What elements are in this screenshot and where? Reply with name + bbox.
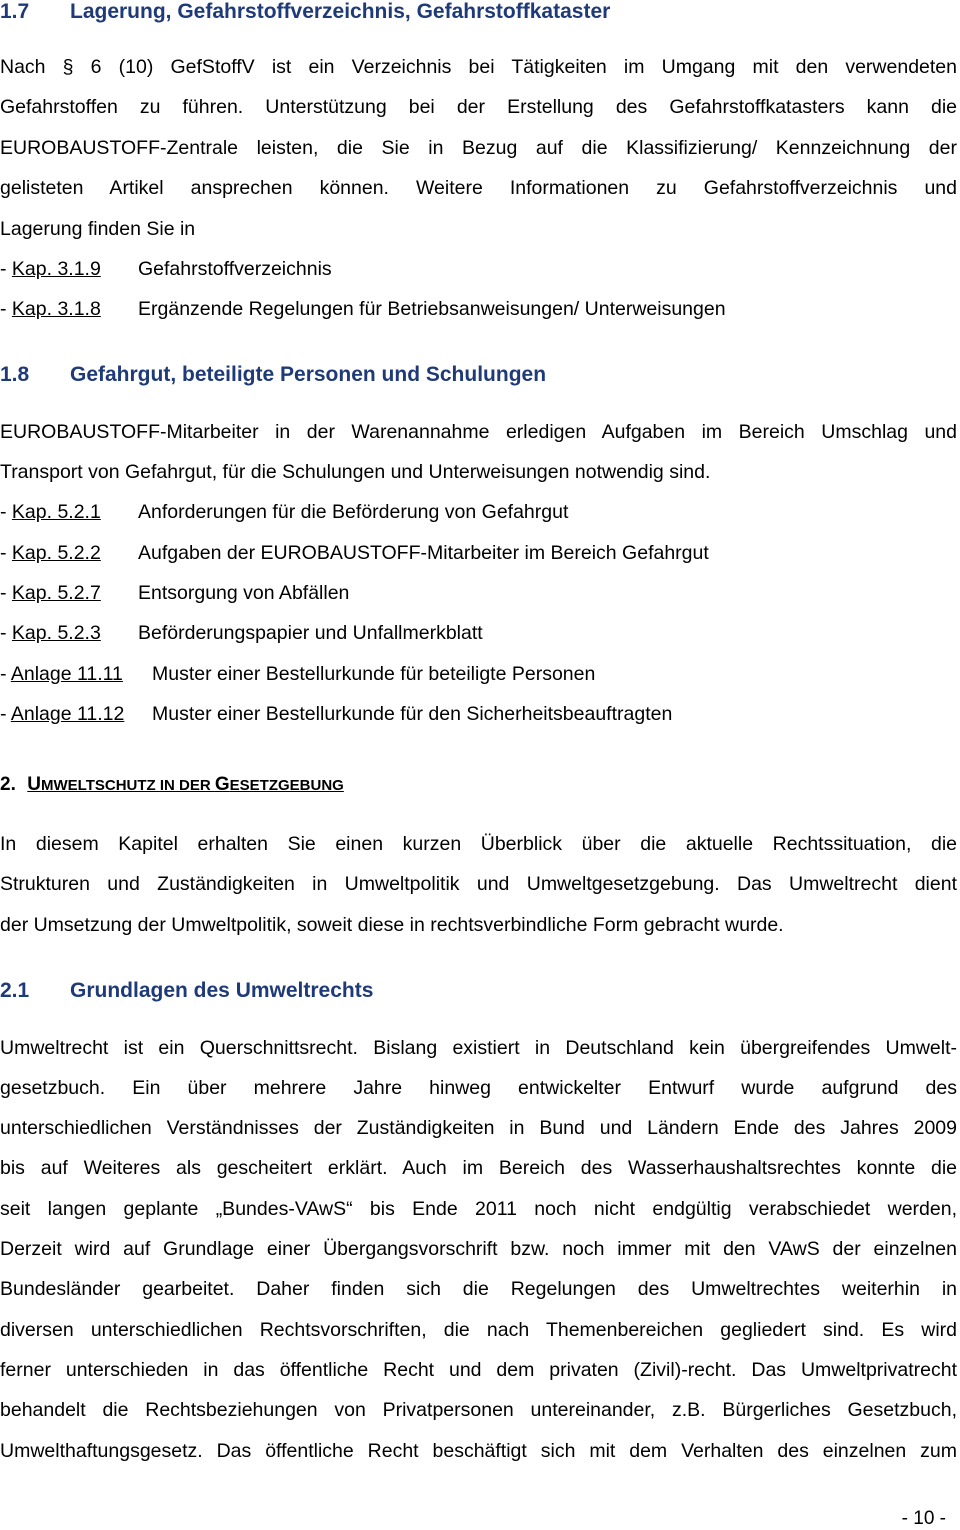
paragraph-line: seit langen geplante „Bundes-VAwS“ bis Ende 2011 noch nicht endgültig verabschiedet werden, xyxy=(0,1198,957,1220)
list-dash: - xyxy=(0,622,12,644)
section-title: Lagerung, Gefahrstoffverzeichnis, Gefahrstoffkataster xyxy=(70,0,611,23)
reference-description: Gefahrstoffverzeichnis xyxy=(138,258,332,280)
paragraph-line: diversen unterschiedlichen Rechtsvorschriften, die nach Themenbereichen gegliedert sind. Es wird xyxy=(0,1319,957,1341)
cross-reference-item xyxy=(0,500,569,524)
paragraph-line: gesetzbuch. Ein über mehrere Jahre hinweg entwickelter Entwurf wurde aufgrund des xyxy=(0,1077,957,1099)
paragraph-line: gelisteten Artikel ansprechen können. Weitere Informationen zu Gefahrstoffverzeichnis und xyxy=(0,177,957,199)
paragraph-line: behandelt die Rechtsbeziehungen von Privatpersonen untereinander, z.B. Bürgerliches Gesetzbuch, xyxy=(0,1399,957,1421)
chapter-link[interactable]: Kap. 3.1.8 xyxy=(11,298,101,320)
page-number: - 10 - xyxy=(901,1508,946,1529)
paragraph-line: Strukturen und Zuständigkeiten in Umweltpolitik und Umweltgesetzgebung. Das Umweltrecht dient xyxy=(0,873,957,895)
chapter-number: 2. xyxy=(0,774,16,795)
paragraph-line: ferner unterschieden in das öffentliche Recht und dem privaten (Zivil)-recht. Das Umweltprivatrecht xyxy=(0,1359,957,1381)
cross-reference-item xyxy=(0,662,596,686)
reference-description: Anforderungen für die Beförderung von Gefahrgut xyxy=(138,501,569,523)
cross-reference-item xyxy=(0,581,350,605)
list-dash: - xyxy=(0,582,12,604)
chapter-link[interactable]: Kap. 3.1.9 xyxy=(11,258,101,280)
paragraph-line: unterschiedlichen Verständnisses der Zuständigkeiten in Bund und Ländern Ende des Jahres 2009 xyxy=(0,1117,957,1139)
section-number: 1.8 xyxy=(0,363,30,386)
paragraph-line: Nach § 6 (10) GefStoffV ist ein Verzeichnis bei Tätigkeiten im Umgang mit den verwendeten xyxy=(0,56,957,78)
chapter-link[interactable]: Kap. 5.2.7 xyxy=(11,582,101,604)
cross-reference-item xyxy=(0,702,673,726)
section-title: Gefahrgut, beteiligte Personen und Schulungen xyxy=(70,363,547,386)
paragraph-line: EUROBAUSTOFF-Zentrale leisten, die Sie in Bezug auf die Klassifizierung/ Kennzeichnung der xyxy=(0,137,957,159)
cross-reference-item xyxy=(0,257,332,281)
list-dash: - xyxy=(0,542,12,564)
list-dash: - xyxy=(0,663,11,685)
reference-description: Ergänzende Regelungen für Betriebsanweisungen/ Unterweisungen xyxy=(138,298,726,320)
reference-description: Aufgaben der EUROBAUSTOFF-Mitarbeiter im Bereich Gefahrgut xyxy=(138,542,709,564)
reference-description: Entsorgung von Abfällen xyxy=(138,582,350,604)
chapter-title-rest: ESETZGEBUNG xyxy=(229,777,344,794)
paragraph-line: der Umsetzung der Umweltpolitik, soweit diese in rechtsverbindliche Form gebracht wurde. xyxy=(0,914,784,936)
paragraph-line: Umweltrecht ist ein Querschnittsrecht. Bislang existiert in Deutschland kein übergreifendes Umwelt- xyxy=(0,1037,957,1059)
paragraph-line: Bundesländer gearbeitet. Daher finden sich die Regelungen des Umweltrechtes weiterhin in xyxy=(0,1278,957,1300)
paragraph-line: Derzeit wird auf Grundlage einer Übergangsvorschrift bzw. noch immer mit den VAwS der einzelnen xyxy=(0,1238,957,1260)
list-dash: - xyxy=(0,258,12,280)
chapter-title xyxy=(27,773,344,795)
paragraph-line: Umwelthaftungsgesetz. Das öffentliche Recht beschäftigt sich mit dem Verhalten des einzelnen zum xyxy=(0,1440,957,1462)
paragraph-line: In diesem Kapitel erhalten Sie einen kurzen Überblick über die aktuelle Rechtssituation, die xyxy=(0,833,957,855)
chapter-link[interactable]: Kap. 5.2.3 xyxy=(11,622,101,644)
chapter-title-initial: U xyxy=(27,774,42,795)
reference-description: Muster einer Bestellurkunde für den Sicherheitsbeauftragten xyxy=(152,703,673,725)
paragraph-line: Gefahrstoffen zu führen. Unterstützung bei der Erstellung des Gefahrstoffkatasters kann die xyxy=(0,96,957,118)
appendix-link[interactable]: Anlage 11.11 xyxy=(10,663,123,685)
chapter-link[interactable]: Kap. 5.2.1 xyxy=(11,501,101,523)
chapter-link[interactable]: Kap. 5.2.2 xyxy=(11,542,101,564)
paragraph-line: Transport von Gefahrgut, für die Schulungen und Unterweisungen notwendig sind. xyxy=(0,461,711,483)
list-dash: - xyxy=(0,501,12,523)
list-dash: - xyxy=(0,703,11,725)
chapter-heading-2 xyxy=(0,773,344,796)
cross-reference-item xyxy=(0,297,726,321)
paragraph-line: Lagerung finden Sie in xyxy=(0,218,196,240)
section-number: 1.7 xyxy=(0,0,30,23)
section-title: Grundlagen des Umweltrechts xyxy=(70,979,374,1002)
reference-description: Beförderungspapier und Unfallmerkblatt xyxy=(138,622,483,644)
chapter-title-initial: G xyxy=(214,774,230,795)
appendix-link[interactable]: Anlage 11.12 xyxy=(10,703,125,725)
cross-reference-item xyxy=(0,541,709,565)
paragraph-line: EUROBAUSTOFF-Mitarbeiter in der Warenannahme erledigen Aufgaben im Bereich Umschlag und xyxy=(0,421,957,443)
section-number: 2.1 xyxy=(0,979,30,1002)
paragraph-line: bis auf Weiteres als gescheitert erklärt. Auch im Bereich des Wasserhaushaltsrechtes konnte die xyxy=(0,1157,957,1179)
chapter-title-rest: MWELTSCHUTZ IN DER xyxy=(41,777,215,794)
cross-reference-item xyxy=(0,621,483,645)
list-dash: - xyxy=(0,298,12,320)
reference-description: Muster einer Bestellurkunde für beteiligte Personen xyxy=(152,663,596,685)
